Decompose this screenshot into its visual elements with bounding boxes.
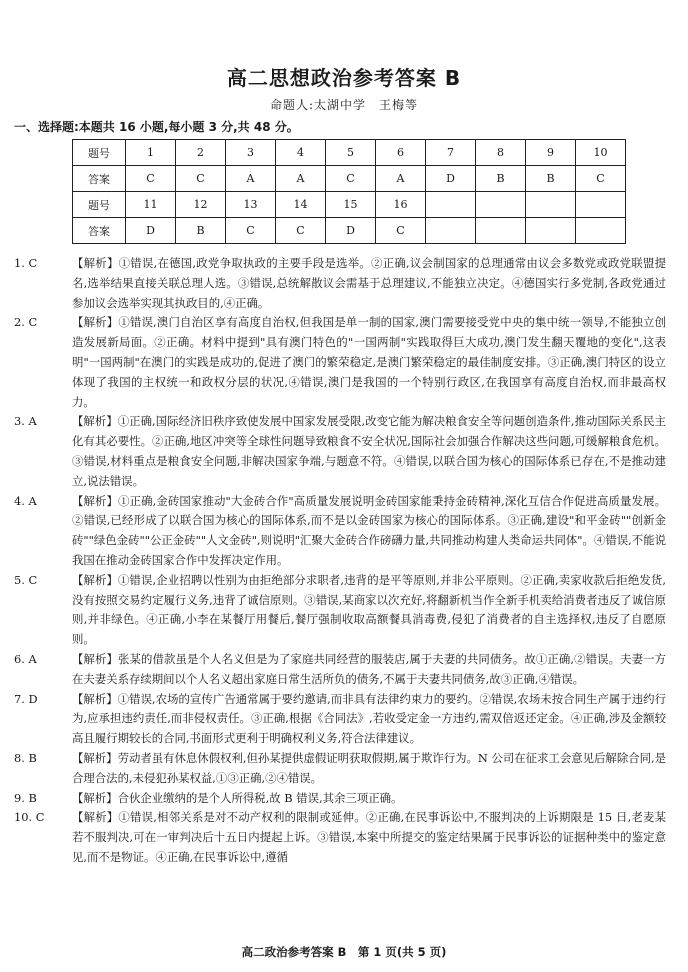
answer-cell: C (226, 218, 276, 244)
answer-cell: 13 (226, 192, 276, 218)
answer-cell: 14 (276, 192, 326, 218)
answer-explanation (14, 789, 666, 809)
row-header-cell: 题号 (73, 140, 126, 166)
row-header-cell: 答案 (73, 218, 126, 244)
answer-cell (526, 218, 576, 244)
answer-explanation (14, 412, 666, 491)
answer-cell: A (226, 166, 276, 192)
answer-cell: D (126, 218, 176, 244)
answer-cell: B (526, 166, 576, 192)
answer-explanation (14, 749, 666, 789)
explanation-text: 【解析】张某的借款虽是个人名义但是为了家庭共同经营的服装店,属于夫妻的共同债务。故①正确,②错误。夫妻一方在夫妻关系存续期间以个人名义超出家庭日常生活所负的债务,不属于夫妻共同债务,故③正确,④错误。 (72, 651, 666, 686)
question-number: 10. C (14, 810, 45, 825)
question-number: 4. A (14, 493, 37, 508)
answer-cell (476, 192, 526, 218)
answer-cell: 8 (476, 140, 526, 166)
table-row (73, 192, 626, 218)
page-title: 高二思想政治参考答案 B (226, 66, 462, 90)
answer-cell (426, 192, 476, 218)
answer-cell: A (276, 166, 326, 192)
answer-explanation (14, 254, 666, 313)
answer-cell: 3 (226, 140, 276, 166)
question-number: 7. D (14, 691, 38, 706)
answer-cell: C (276, 218, 326, 244)
explanation-text: 【解析】①错误,在德国,政党争取执政的主要手段是选举。②正确,议会制国家的总理通常由议会多数党或政党联盟提名,选举结果直接关联总理人选。③错误,总统解散议会需基于总理建议,不能独立决定。④德国实行多党制,各政党通过参加议会选举实现其执政目的,④正确。 (72, 256, 666, 310)
explanation-text: 【解析】①正确,金砖国家推动"大金砖合作"高质量发展说明金砖国家能秉持金砖精神,深化互信合作促进高质量发展。②错误,已经形成了以联合国为核心的国际体系,而不是以金砖国家为核心的国际体系。③正确,建设"和平金砖""创新金砖""绿色金砖""公正金砖""人文金砖",则说明"汇聚大金砖合作磅礴力量,共同推动构建人类命运共同体"。④错误,不能说我国在推动金砖国家合作中发挥决定作用。 (72, 493, 666, 567)
table-row (73, 166, 626, 192)
answer-explanation (14, 690, 666, 749)
answer-cell: C (126, 166, 176, 192)
answer-cell: 10 (576, 140, 626, 166)
answer-table (72, 139, 626, 244)
answer-cell: 16 (376, 192, 426, 218)
answer-cell (576, 218, 626, 244)
answer-cell: C (326, 166, 376, 192)
explanation-list (14, 254, 666, 868)
page-footer: 高二政治参考答案 B 第 1 页(共 5 页) (241, 945, 447, 959)
table-row (73, 140, 626, 166)
explanation-text: 【解析】劳动者虽有休息休假权利,但孙某提供虚假证明获取假期,属于欺诈行为。N 公司在征求工会意见后解除合同,是合理合法的,未侵犯孙某权益,①③正确,②④错误。 (72, 750, 666, 785)
answer-cell: D (426, 166, 476, 192)
answer-explanation (14, 571, 666, 650)
answer-cell: A (376, 166, 426, 192)
answer-cell: 11 (126, 192, 176, 218)
explanation-text: 【解析】①错误,企业招聘以性别为由拒绝部分求职者,违背的是平等原则,并非公平原则。②正确,卖家收款后拒绝发货,没有按照交易约定履行义务,违背了诚信原则。③错误,某商家以次充好,将翻新机当作全新手机卖给消费者违反了诚信原则,并非绿色。④正确,小李在某餐厅用餐后,餐厅强制收取高额餐具消毒费,侵犯了消费者的自主选择权,违反了自愿原则。 (72, 572, 666, 647)
question-number: 1. C (14, 256, 38, 270)
row-header-cell: 题号 (73, 192, 126, 218)
answer-cell: 15 (326, 192, 376, 218)
answer-cell: C (576, 166, 626, 192)
question-number: 5. C (14, 572, 38, 587)
answer-cell: C (376, 218, 426, 244)
answer-explanation (14, 492, 666, 571)
explanation-text: 【解析】①错误,澳门自治区享有高度自治权,但我国是单一制的国家,澳门需要接受党中央的集中统一领导,不能独立创造发展新局面。②正确。材料中提到"具有澳门特色的"一国两制"实践取得巨大成功,澳门发生翻天覆地的变化",这表明"一国两制"在澳门的实践是成功的,促进了澳门的繁荣稳定,是澳门繁荣稳定的最佳制度安排。③正确,澳门特区的设立体现了我国的主权统一和政权分层的状况,④错误,澳门是我国的一个特别行政区,在我国享有高度自治权,而非最高权力。 (72, 315, 666, 409)
question-number: 6. A (14, 651, 37, 666)
answer-cell (476, 218, 526, 244)
explanation-text: 【解析】①错误,相邻关系是对不动产权利的限制或延伸。②正确,在民事诉讼中,不服判决的上诉期限是 15 日,老麦某若不服判决,可在一审判决后十五日内提起上诉。③错误,本案中所提交的鉴定结果属于民事诉讼的证据种类中的鉴定意见,而不是物证。④正确,在民事诉讼中,遵循 (72, 810, 666, 864)
answer-cell: 9 (526, 140, 576, 166)
author-line: 命题人:太湖中学 王梅等 (269, 98, 419, 112)
answer-cell (426, 218, 476, 244)
section-heading: 一、选择题:本题共 16 小题,每小题 3 分,共 48 分。 (14, 120, 299, 134)
answer-cell (526, 192, 576, 218)
answer-cell: 4 (276, 140, 326, 166)
answer-cell: 5 (326, 140, 376, 166)
question-number: 9. B (14, 790, 37, 805)
answer-cell: D (326, 218, 376, 244)
answer-cell: C (176, 166, 226, 192)
explanation-text: 【解析】①正确,国际经济旧秩序致使发展中国家发展受限,改变它能为解决粮食安全等问题创造条件,推动国际关系民主化有其必要性。②正确,地区冲突等全球性问题导致粮食不安全状况,国际社会加强合作解决这些问题,可缓解粮食危机。③错误,材料重点是粮食安全问题,非解决国家争端,与题意不符。④错误,以联合国为核心的国际体系已存在,不是推动建立,说法错误。 (72, 414, 666, 488)
answer-cell: 12 (176, 192, 226, 218)
answer-cell: B (476, 166, 526, 192)
question-number: 2. C (14, 315, 38, 330)
answer-explanation (14, 808, 666, 867)
row-header-cell: 答案 (73, 166, 126, 192)
explanation-text: 【解析】①错误,农场的宣传广告通常属于要约邀请,而非具有法律约束力的要约。②错误,农场未按合同生产属于违约行为,应承担违约责任,而非侵权责任。③正确,根据《合同法》,若收受定金一方违约,需双倍返还定金。④正确,涉及金额较高且履行期较长的合同,书面形式更利于明确权利义务,符合法律建议。 (72, 691, 666, 746)
answer-explanation (14, 650, 666, 690)
answer-cell: 1 (126, 140, 176, 166)
question-number: 3. A (14, 414, 37, 429)
answer-cell: 6 (376, 140, 426, 166)
answer-cell: B (176, 218, 226, 244)
answer-explanation (14, 313, 666, 412)
question-number: 8. B (14, 750, 37, 765)
answer-cell: 2 (176, 140, 226, 166)
answer-cell: 7 (426, 140, 476, 166)
answer-cell (576, 192, 626, 218)
explanation-text: 【解析】合伙企业缴纳的是个人所得税,故 B 错误,其余三项正确。 (72, 790, 403, 805)
table-row (73, 218, 626, 244)
